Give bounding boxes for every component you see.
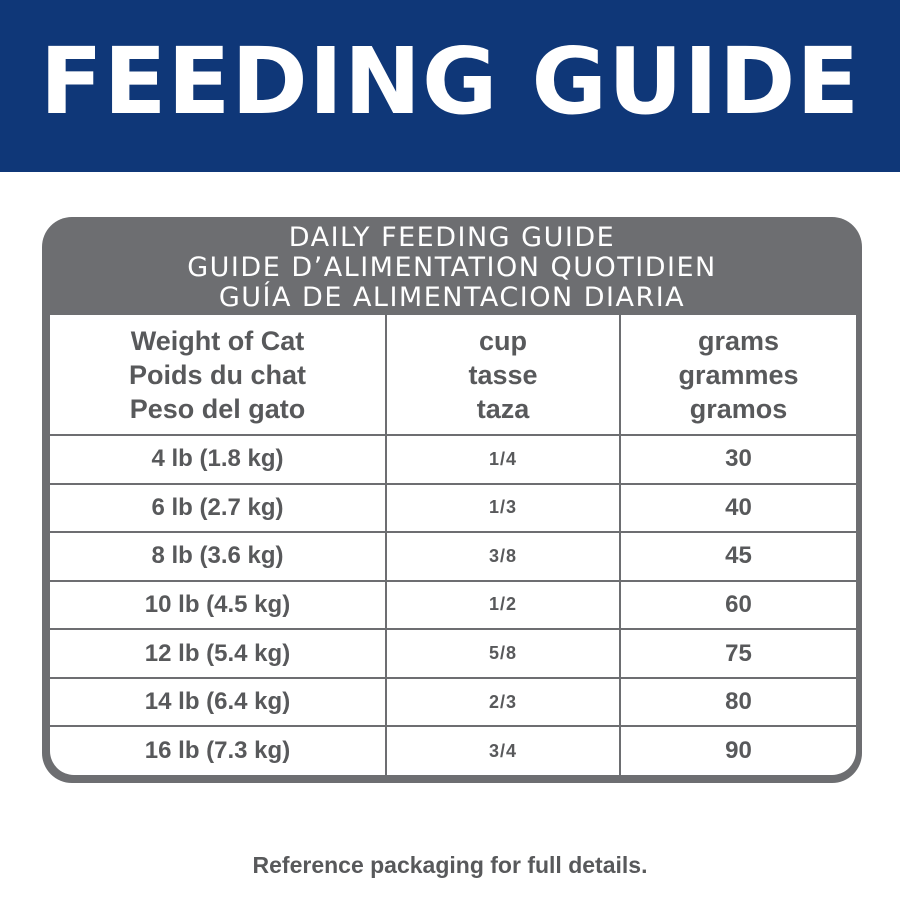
grams-cell: 80 [620,678,856,727]
cup-cell: 1/3 [386,484,620,533]
table-row [50,532,856,581]
column-header-line: grams [697,325,780,356]
header-line-english: DAILY FEEDING GUIDE [288,222,616,253]
grams-cell: 75 [620,629,856,678]
grams-cell: 40 [620,484,856,533]
title-banner [0,0,900,172]
header-line-spanish: GUÍA DE ALIMENTACION DIARIA [218,282,686,313]
column-header-line: gramos [689,393,788,424]
column-header-line: tasse [468,359,538,390]
grams-cell: 45 [620,532,856,581]
table-row [50,484,856,533]
column-header-line: cup [478,325,527,356]
column-header-grams [620,315,856,435]
grams-cell: 90 [620,726,856,775]
weight-cell: 4 lb (1.8 kg) [50,435,386,484]
column-header-line: taza [476,393,530,424]
cup-cell: 3/4 [386,726,620,775]
grams-cell: 60 [620,581,856,630]
column-header-line: Poids du chat [128,359,307,390]
feeding-table [50,315,856,775]
page-title: FEEDING GUIDE [39,28,861,135]
cup-cell: 2/3 [386,678,620,727]
column-header-weight [50,315,386,435]
weight-cell: 8 lb (3.6 kg) [50,532,386,581]
column-header-line: Peso del gato [129,393,306,424]
weight-cell: 10 lb (4.5 kg) [50,581,386,630]
column-header-cup [386,315,620,435]
table-row [50,678,856,727]
weight-cell: 16 lb (7.3 kg) [50,726,386,775]
column-header-line: grammes [678,359,799,390]
column-header-line: Weight of Cat [130,325,305,356]
footer-note: Reference packaging for full details. [252,852,648,878]
cup-cell: 1/2 [386,581,620,630]
cup-cell: 1/4 [386,435,620,484]
feeding-table-container [50,315,856,775]
cup-cell: 5/8 [386,629,620,678]
weight-cell: 6 lb (2.7 kg) [50,484,386,533]
header-line-french: GUIDE D’ALIMENTATION QUOTIDIEN [187,252,717,283]
table-header-row [50,315,856,435]
feeding-guide-card [42,217,862,783]
table-row [50,629,856,678]
weight-cell: 12 lb (5.4 kg) [50,629,386,678]
table-row [50,435,856,484]
card-header [42,217,862,315]
table-row [50,726,856,775]
grams-cell: 30 [620,435,856,484]
weight-cell: 14 lb (6.4 kg) [50,678,386,727]
table-row [50,581,856,630]
cup-cell: 3/8 [386,532,620,581]
